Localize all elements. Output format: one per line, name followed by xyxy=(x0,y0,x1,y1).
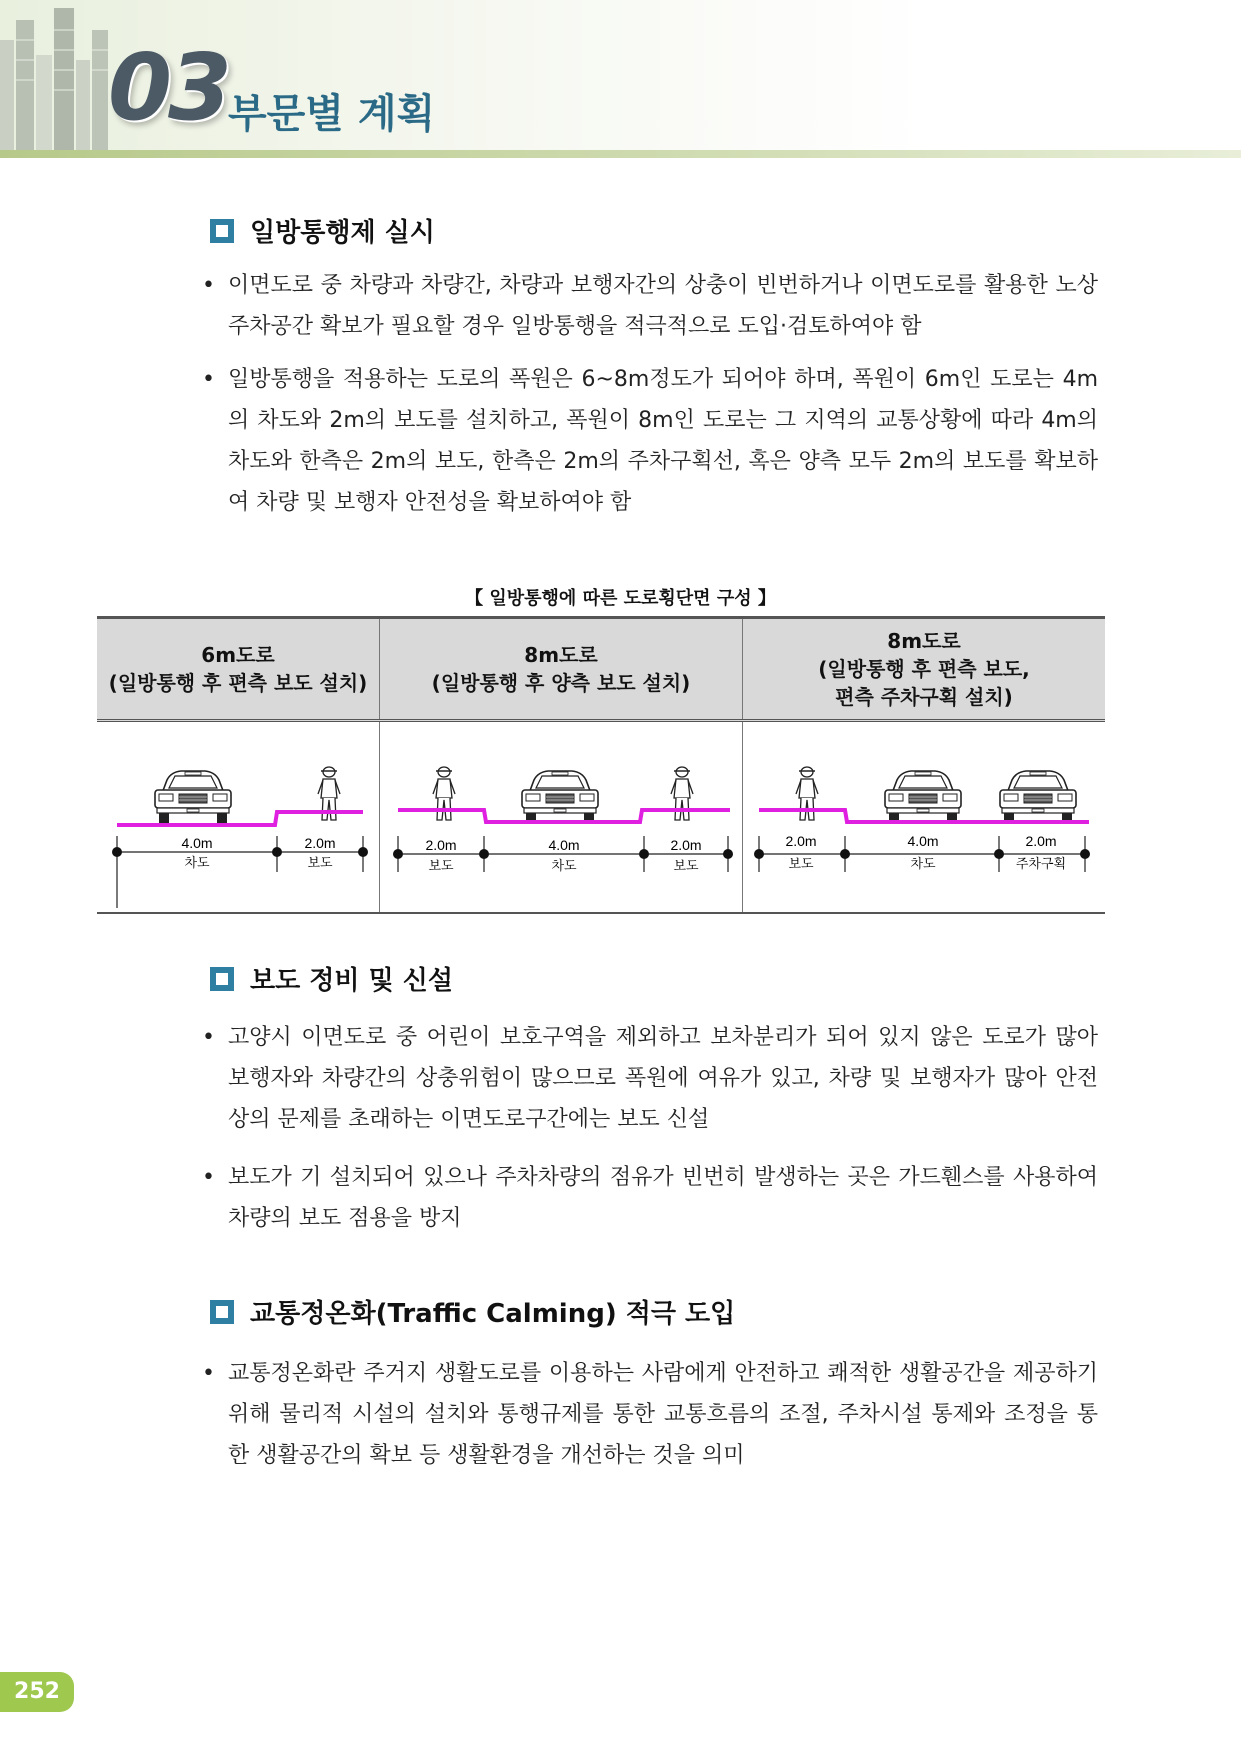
segment-width: 4.0m xyxy=(548,837,580,853)
pedestrian-icon xyxy=(433,767,455,820)
cross-section-8m-both-sidewalks xyxy=(380,721,743,914)
square-bullet-icon xyxy=(210,967,234,991)
segment-width: 4.0m xyxy=(181,835,213,851)
bullet-dot-icon: • xyxy=(202,273,215,298)
car-icon xyxy=(522,771,598,823)
page-number: 252 xyxy=(0,1672,74,1712)
bullet-paragraph xyxy=(202,1017,1098,1140)
segment-label: 차도 xyxy=(910,857,936,872)
cross-section-diagram xyxy=(380,722,742,908)
car-icon xyxy=(885,771,961,823)
bullet-paragraph xyxy=(202,265,1098,347)
segment-width: 4.0m xyxy=(907,833,939,849)
bullet-paragraph xyxy=(202,1157,1098,1239)
column-title: 8m도로 xyxy=(887,629,961,653)
section-heading-sidewalk xyxy=(210,960,453,997)
segment-width: 2.0m xyxy=(1025,833,1057,849)
segment-label: 보도 xyxy=(428,859,454,874)
bullet-dot-icon: • xyxy=(202,1165,215,1190)
segment-width: 2.0m xyxy=(425,837,457,853)
bullet-text: 교통정온화란 주거지 생활도로를 이용하는 사람에게 안전하고 쾌적한 생활공간을 제공하기 위해 물리적 시설의 설치와 통행규제를 통한 교통흐름의 조절, 주차시설 통제와 조정을 통한 생활공간의 확보 등 생활환경을 개선하는 것을 의미 xyxy=(228,1361,1098,1468)
section-title: 보도 정비 및 신설 xyxy=(250,966,453,996)
column-title: 8m도로 xyxy=(524,643,598,667)
bullet-text: 이면도로 중 차량과 차량간, 차량과 보행자간의 상충이 빈번하거나 이면도로를 활용한 노상주차공간 확보가 필요할 경우 일방통행을 적극적으로 도입·검토하여야 함 xyxy=(228,273,1098,339)
square-bullet-icon xyxy=(210,1300,234,1324)
cross-section-8m-sidewalk-parking xyxy=(743,721,1106,914)
chapter-number: 03 xyxy=(108,34,229,141)
column-subtitle: (일방통행 후 편측 보도 설치) xyxy=(108,671,368,695)
segment-label: 보도 xyxy=(673,859,699,874)
bullet-text: 일방통행을 적용하는 도로의 폭원은 6~8m정도가 되어야 하며, 폭원이 6m인 도로는 4m의 차도와 2m의 보도를 설치하고, 폭원이 8m인 도로는 그 지역의 교통상황에 따라 4m의 차도와 한측은 2m의 보도, 한측은 2m의 주차구획선, 혹은 양측 모두 2m의 보도를 확보하여 차량 및 보행자 안전성을 확보하여야 함 xyxy=(228,367,1098,515)
car-icon xyxy=(155,771,231,823)
city-skyline-image xyxy=(0,0,110,150)
bullet-text: 고양시 이면도로 중 어린이 보호구역을 제외하고 보차분리가 되어 있지 않은 도로가 많아 보행자와 차량간의 상충위험이 많으므로 폭원에 여유가 있고, 차량 및 보행자가 많아 안전상의 문제를 초래하는 이면도로구간에는 보도 신설 xyxy=(228,1025,1098,1132)
section-title: 일방통행제 실시 xyxy=(250,218,435,248)
figure-caption: 【 일방통행에 따른 도로횡단면 구성 】 xyxy=(465,588,776,609)
section-heading-traffic-calming xyxy=(210,1293,735,1330)
cross-section-diagram xyxy=(743,722,1105,908)
bullet-paragraph xyxy=(202,359,1098,523)
segment-label: 차도 xyxy=(184,856,210,871)
square-bullet-icon xyxy=(210,219,234,243)
column-header xyxy=(97,618,380,721)
bullet-dot-icon: • xyxy=(202,1025,215,1050)
cross-section-6m xyxy=(97,721,380,914)
segment-label: 보도 xyxy=(307,856,333,871)
column-title: 6m도로 xyxy=(201,643,275,667)
column-header xyxy=(380,618,743,721)
section-title: 교통정온화(Traffic Calming) 적극 도입 xyxy=(250,1299,736,1329)
segment-width: 2.0m xyxy=(670,837,702,853)
section-heading-one-way xyxy=(210,212,435,249)
pedestrian-icon xyxy=(796,767,818,820)
bullet-paragraph xyxy=(202,1353,1098,1476)
column-subtitle: (일방통행 후 양측 보도 설치) xyxy=(431,671,691,695)
road-cross-section-table xyxy=(97,616,1105,914)
bullet-dot-icon: • xyxy=(202,1361,215,1386)
column-header xyxy=(743,618,1106,721)
header-rule xyxy=(0,150,1241,158)
segment-label: 차도 xyxy=(551,859,577,874)
page-header xyxy=(0,0,1241,160)
segment-width: 2.0m xyxy=(785,833,817,849)
parked-car-icon xyxy=(1000,771,1076,823)
column-subtitle: (일방통행 후 편측 보도, xyxy=(818,657,1030,681)
bullet-text: 보도가 기 설치되어 있으나 주차차량의 점유가 빈번히 발생하는 곳은 가드휀스를 사용하여 차량의 보도 점용을 방지 xyxy=(228,1165,1098,1231)
segment-label: 보도 xyxy=(788,857,814,872)
segment-width: 2.0m xyxy=(304,835,336,851)
bullet-dot-icon: • xyxy=(202,367,215,392)
cross-section-diagram xyxy=(97,722,379,908)
pedestrian-icon xyxy=(671,767,693,820)
segment-label: 주차구획 xyxy=(1015,857,1067,872)
column-subtitle-line2: 편측 주차구획 설치) xyxy=(835,685,1013,709)
chapter-title: 부문별 계획 xyxy=(228,91,436,137)
